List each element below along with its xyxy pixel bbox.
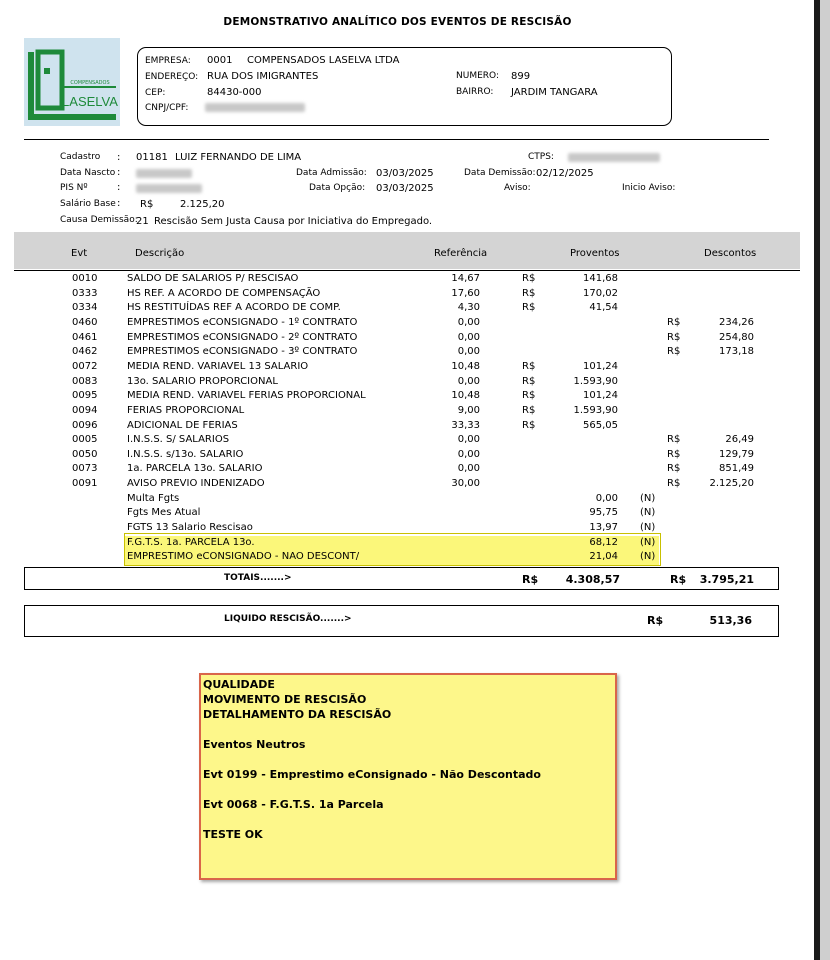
referencia-cell: 10,48: [451, 390, 480, 402]
proventos-cell: 95,75: [589, 507, 618, 519]
col-evt: Evt: [71, 248, 88, 259]
col-descontos: Descontos: [704, 248, 757, 259]
descontos-cell: 234,26: [719, 316, 754, 328]
referencia-cell: 0,00: [457, 463, 480, 475]
description-cell: 13o. SALARIO PROPORCIONAL: [127, 375, 278, 387]
evt-cell: 0094: [72, 404, 98, 416]
totals-descontos: 3.795,21: [699, 573, 754, 586]
company-logo: [24, 38, 120, 126]
proventos-currency-cell: R$: [522, 404, 536, 416]
divider: [24, 139, 769, 140]
colon: :: [117, 167, 121, 178]
proventos-cell: 101,24: [583, 360, 618, 372]
description-cell: SALDO DE SALARIOS P/ RESCISAO: [127, 273, 299, 284]
note-line: Eventos Neutros: [203, 738, 306, 751]
causa-text: Rescisão Sem Justa Causa por Iniciativa do Empregado.: [154, 216, 433, 227]
referencia-cell: 4,30: [457, 302, 480, 314]
evt-cell: 0460: [72, 316, 98, 328]
empresa-code: 0001: [207, 55, 233, 66]
referencia-cell: 9,00: [457, 404, 480, 416]
proventos-currency-cell: R$: [522, 302, 536, 314]
proventos-cell: 1.593,90: [573, 404, 618, 416]
table-row: [0, 288, 800, 303]
referencia-cell: 30,00: [451, 478, 480, 490]
descontos-currency-cell: R$: [667, 448, 681, 460]
colon: :: [117, 198, 121, 209]
description-cell: MEDIA REND. VARIAVEL 13 SALARIO: [127, 360, 309, 372]
numero-value: 899: [511, 71, 531, 82]
descontos-cell: 129,79: [719, 448, 754, 460]
evt-cell: 0072: [72, 360, 98, 372]
cep-label: CEP:: [145, 88, 166, 98]
evt-cell: 0333: [72, 287, 98, 299]
numero-label: NUMERO:: [456, 71, 499, 81]
evt-cell: 0005: [72, 434, 98, 446]
description-cell: HS RESTITUÍDAS REF A ACORDO DE COMP.: [127, 302, 341, 314]
cnpj-label: CNPJ/CPF:: [145, 103, 189, 113]
description-cell: MEDIA REND. VARIAVEL FERIAS PROPORCIONAL: [127, 390, 366, 402]
table-row: [0, 420, 800, 435]
evt-cell: 0095: [72, 390, 98, 402]
descontos-currency-cell: R$: [667, 346, 681, 358]
evt-cell: 0461: [72, 331, 98, 343]
evt-cell: 0091: [72, 478, 98, 490]
description-cell: EMPRESTIMOS eCONSIGNADO - 2º CONTRATO: [127, 331, 358, 343]
nascto-label: Data Nascto: [60, 168, 116, 178]
note-line: Evt 0068 - F.G.T.S. 1a Parcela: [203, 798, 384, 811]
proventos-cell: 0,00: [595, 492, 618, 504]
totals-box: [24, 567, 779, 590]
admissao-value: 03/03/2025: [376, 168, 434, 179]
divider: [14, 270, 800, 271]
referencia-cell: 10,48: [451, 360, 480, 372]
note-line: DETALHAMENTO DA RESCISÃO: [203, 708, 392, 721]
bairro-value: JARDIM TANGARA: [511, 87, 598, 98]
referencia-cell: 14,67: [451, 273, 480, 284]
liquido-label: LIQUIDO RESCISÃO.......>: [224, 614, 352, 624]
proventos-currency-cell: R$: [522, 390, 536, 402]
logo-brand: LASELVA: [62, 94, 118, 109]
referencia-cell: 33,33: [451, 419, 480, 431]
col-proventos: Proventos: [570, 248, 620, 259]
causa-code: 21: [136, 216, 149, 227]
description-cell: 1a. PARCELA 13o. SALARIO: [127, 463, 263, 475]
col-referencia: Referência: [434, 248, 488, 259]
table-row: [0, 346, 800, 361]
descontos-currency-cell: R$: [667, 316, 681, 328]
bairro-label: BAIRRO:: [456, 87, 494, 97]
salario-label: Salário Base: [60, 199, 116, 209]
evt-cell: 0462: [72, 346, 98, 358]
cep-value: 84430-000: [207, 87, 262, 98]
evt-cell: 0096: [72, 419, 98, 431]
proventos-cell: 68,12: [589, 536, 618, 548]
proventos-cell: 21,04: [589, 551, 618, 563]
window-edge: [814, 0, 830, 960]
logo-small-text: COMPENSADOS: [70, 80, 110, 86]
description-cell: ADICIONAL DE FERIAS: [127, 419, 238, 431]
nascto-redacted: [136, 169, 192, 178]
table-row: [0, 361, 800, 376]
descontos-currency-cell: R$: [667, 331, 681, 343]
table-row: [0, 493, 800, 508]
endereco-label: ENDEREÇO:: [145, 72, 199, 82]
causa-label: Causa Demissão:: [60, 215, 138, 225]
description-cell: I.N.S.S. s/13o. SALARIO: [127, 448, 244, 460]
neutral-flag-cell: (N): [640, 492, 656, 504]
description-cell: Fgts Mes Atual: [127, 507, 201, 519]
proventos-cell: 41,54: [589, 302, 618, 314]
cadastro-code: 01181: [136, 152, 168, 163]
proventos-cell: 101,24: [583, 390, 618, 402]
neutral-flag-cell: (N): [640, 551, 656, 563]
colon: :: [117, 182, 121, 193]
proventos-cell: 170,02: [583, 287, 618, 299]
table-row: [0, 317, 800, 332]
description-cell: Multa Fgts: [127, 492, 180, 504]
endereco-value: RUA DOS IMIGRANTES: [207, 71, 319, 82]
proventos-cell: 141,68: [583, 273, 618, 284]
table-row: [0, 434, 800, 449]
descontos-currency-cell: R$: [667, 434, 681, 446]
liquido-value: 513,36: [709, 614, 752, 627]
neutral-flag-cell: (N): [640, 536, 656, 548]
ctps-label: CTPS:: [528, 152, 554, 162]
table-row: [0, 478, 800, 493]
proventos-currency-cell: R$: [522, 375, 536, 387]
description-cell: AVISO PREVIO INDENIZADO: [127, 478, 265, 490]
proventos-cell: 565,05: [583, 419, 618, 431]
cnpj-redacted: [205, 103, 305, 112]
table-row: [0, 507, 800, 522]
table-header: [14, 232, 800, 269]
evt-cell: 0073: [72, 463, 98, 475]
salario-currency: R$: [140, 199, 154, 210]
evt-cell: 0334: [72, 302, 98, 314]
colon: :: [117, 152, 121, 163]
pis-redacted: [136, 184, 202, 193]
totals-label: TOTAIS.......>: [224, 573, 292, 583]
totals-prov-currency: R$: [522, 573, 539, 586]
inicio-aviso-label: Inicio Aviso:: [622, 183, 676, 193]
proventos-currency-cell: R$: [522, 419, 536, 431]
description-cell: EMPRESTIMOS eCONSIGNADO - 3º CONTRATO: [127, 346, 358, 358]
col-descricao: Descrição: [135, 248, 185, 259]
liquido-currency: R$: [647, 614, 664, 627]
descontos-cell: 851,49: [719, 463, 754, 475]
description-cell: I.N.S.S. S/ SALARIOS: [127, 434, 230, 446]
sticky-note[interactable]: [199, 673, 617, 880]
description-cell: HS REF. A ACORDO DE COMPENSAÇÃO: [127, 287, 321, 299]
highlight-box: [124, 533, 661, 566]
table-row: [0, 390, 800, 405]
evt-cell: 0050: [72, 448, 98, 460]
referencia-cell: 0,00: [457, 346, 480, 358]
salario-value: 2.125,20: [180, 199, 225, 210]
employee-name: LUIZ FERNANDO DE LIMA: [175, 152, 302, 163]
proventos-currency-cell: R$: [522, 360, 536, 372]
totals-proventos: 4.308,57: [565, 573, 620, 586]
note-line: QUALIDADE: [203, 678, 275, 691]
table-row: [0, 376, 800, 391]
descontos-cell: 2.125,20: [709, 478, 754, 490]
descontos-currency-cell: R$: [667, 463, 681, 475]
note-line: TESTE OK: [203, 828, 263, 841]
evt-cell: 0083: [72, 375, 98, 387]
empresa-label: EMPRESA:: [145, 56, 191, 66]
demissao-value: 02/12/2025: [536, 168, 594, 179]
document-title: DEMONSTRATIVO ANALÍTICO DOS EVENTOS DE RESCISÃO: [223, 16, 572, 28]
referencia-cell: 0,00: [457, 316, 480, 328]
description-cell: EMPRESTIMO eCONSIGNADO - NAO DESCONT/: [127, 551, 360, 563]
note-line: MOVIMENTO DE RESCISÃO: [203, 693, 367, 706]
description-cell: FGTS 13 Salario Rescisao: [127, 522, 253, 534]
referencia-cell: 0,00: [457, 434, 480, 446]
neutral-flag-cell: (N): [640, 522, 656, 534]
liquido-box: [24, 605, 779, 637]
description-cell: F.G.T.S. 1a. PARCELA 13o.: [127, 536, 255, 548]
proventos-cell: 1.593,90: [573, 375, 618, 387]
opcao-value: 03/03/2025: [376, 183, 434, 194]
proventos-currency-cell: R$: [522, 273, 536, 284]
empresa-name: COMPENSADOS LASELVA LTDA: [247, 55, 400, 66]
cadastro-label: Cadastro: [60, 152, 101, 162]
table-row: [0, 449, 800, 464]
ctps-redacted: [568, 153, 660, 162]
opcao-label: Data Opção:: [309, 183, 366, 193]
admissao-label: Data Admissão:: [296, 168, 367, 178]
referencia-cell: 0,00: [457, 448, 480, 460]
table-row: [0, 405, 800, 420]
table-row: [0, 463, 800, 478]
neutral-flag-cell: (N): [640, 507, 656, 519]
descontos-cell: 173,18: [719, 346, 754, 358]
table-row: [0, 332, 800, 347]
referencia-cell: 0,00: [457, 375, 480, 387]
demissao-label: Data Demissão:: [464, 168, 536, 178]
table-row: [0, 273, 800, 288]
aviso-label: Aviso:: [504, 183, 531, 193]
description-cell: EMPRESTIMOS eCONSIGNADO - 1º CONTRATO: [127, 316, 358, 328]
proventos-cell: 13,97: [589, 522, 618, 534]
descontos-cell: 26,49: [725, 434, 754, 446]
totals-desc-currency: R$: [670, 573, 687, 586]
referencia-cell: 17,60: [451, 287, 480, 299]
referencia-cell: 0,00: [457, 331, 480, 343]
proventos-currency-cell: R$: [522, 287, 536, 299]
note-line: Evt 0199 - Emprestimo eConsignado - Não Descontado: [203, 768, 541, 781]
table-row: [0, 302, 800, 317]
description-cell: FERIAS PROPORCIONAL: [127, 404, 245, 416]
descontos-currency-cell: R$: [667, 478, 681, 490]
descontos-cell: 254,80: [719, 331, 754, 343]
evt-cell: 0010: [72, 273, 98, 284]
pis-label: PIS Nº: [60, 183, 88, 193]
